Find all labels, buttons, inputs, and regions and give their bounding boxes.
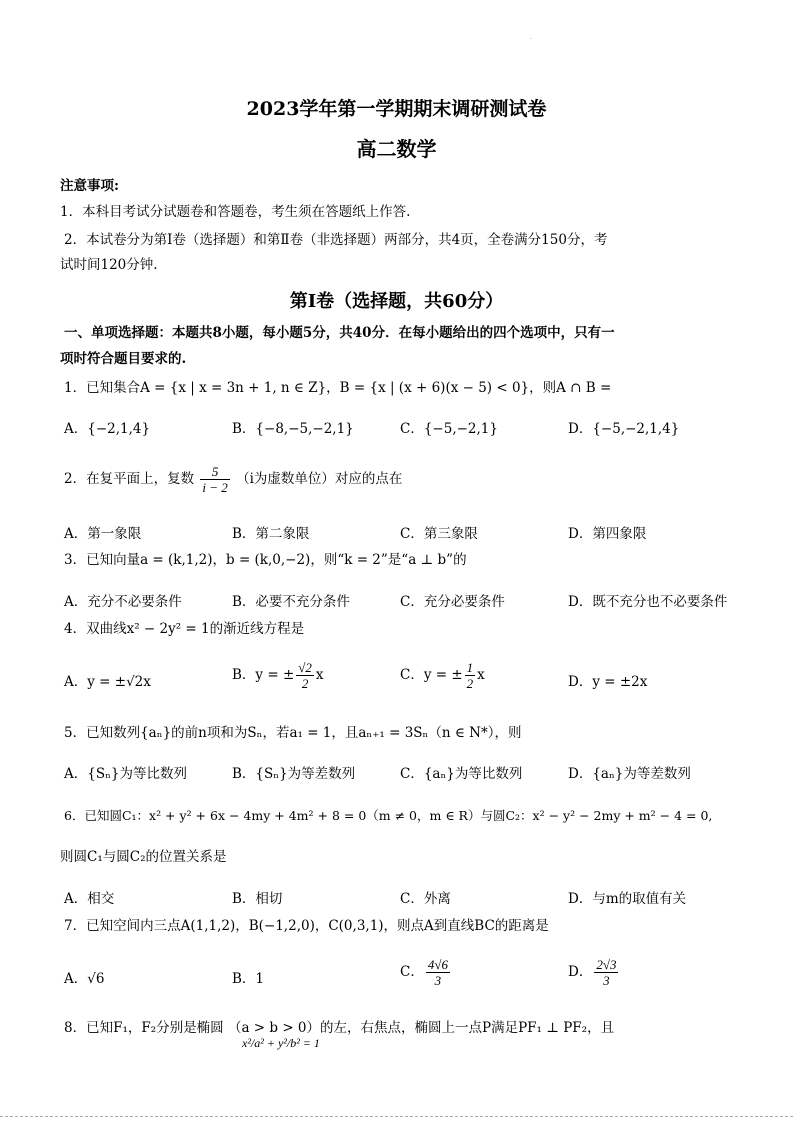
question-5-option-a: A．{Sₙ}为等比数列: [64, 766, 188, 782]
question-6-option-a: A．相交: [64, 891, 115, 907]
question-4-option-b: [232, 658, 324, 692]
question-1-option-c: C．{−5,−2,1}: [400, 421, 498, 437]
question-4-option-c: [400, 658, 485, 692]
question-6-option-d: D．与m的取值有关: [568, 891, 687, 907]
question-4-option-d: D．y = ±2x: [568, 674, 648, 690]
question-2-denominator: i − 2: [202, 480, 228, 495]
question-6-stem-b: 则圆C₁与圆C₂的位置关系是: [60, 849, 227, 865]
notice-item-2b: 试时间120分钟.: [60, 257, 158, 273]
question-6-stem-a: 6．已知圆C₁：x² + y² + 6x − 4my + 4m² + 8 = 0（m ≠ 0，m ∈ R）与圆C₂：x² − y² − 2my + m² − 4 = 0,: [64, 808, 713, 823]
question-4-option-b-denominator: 2: [301, 676, 309, 691]
question-1-option-a: A．{−2,1,4}: [64, 421, 151, 437]
question-6-option-b: B．相切: [232, 891, 283, 907]
question-7-option-d-pre: D．: [568, 964, 593, 980]
question-8-ellipse-equation: x²/a² + y²/b² = 1: [242, 1036, 320, 1050]
question-2-option-c: C．第三象限: [400, 526, 478, 542]
question-3-option-b: B．必要不充分条件: [232, 594, 350, 610]
question-6-option-c: C．外离: [400, 891, 451, 907]
notice-heading: 注意事项:: [60, 178, 119, 194]
question-2-stem: [64, 462, 402, 496]
question-1-option-b: B．{−8,−5,−2,1}: [232, 421, 354, 437]
question-2-fraction: [200, 464, 229, 495]
question-7-option-b: B．1: [232, 971, 265, 987]
question-3-option-d: D．既不充分也不必要条件: [568, 594, 728, 610]
question-2-stem-post: （i为虚数单位）对应的点在: [236, 471, 403, 487]
question-3-stem: 3．已知向量a = (k,1,2)，b = (k,0,−2)，则“k = 2”是“a ⊥ b”的: [64, 552, 467, 568]
question-4-option-b-pre: B．y = ±: [232, 667, 295, 683]
question-4-option-a: A．y = ±√2x: [64, 674, 151, 690]
question-4-option-c-fraction: [465, 660, 476, 691]
question-2-option-a: A．第一象限: [64, 526, 142, 542]
question-2-numerator: 5: [200, 464, 229, 480]
question-2-option-b: B．第二象限: [232, 526, 310, 542]
question-4-option-c-post: x: [477, 667, 485, 683]
question-4-stem: 4．双曲线x² − 2y² = 1的渐近线方程是: [64, 621, 305, 637]
question-1-option-d: D．{−5,−2,1,4}: [568, 421, 680, 437]
question-7-option-d-fraction: [594, 957, 618, 988]
question-4-option-b-fraction: [296, 660, 314, 691]
question-4-option-c-denominator: 2: [466, 676, 474, 691]
question-3-option-c: C．充分必要条件: [400, 594, 505, 610]
question-7-option-c-pre: C．: [400, 964, 424, 980]
question-2-stem-pre: 2．在复平面上，复数: [64, 471, 195, 487]
question-3-option-a: A．充分不必要条件: [64, 594, 182, 610]
section-instruction-a: 一、单项选择题：本题共8小题，每小题5分，共40分．在每小题给出的四个选项中，只有一: [64, 325, 615, 341]
question-7-option-c-fraction: [426, 957, 450, 988]
question-7-option-d: [568, 955, 620, 989]
corner-mark: ·: [530, 36, 532, 43]
question-1-stem: 1．已知集合A = {x | x = 3n + 1, n ∈ Z}，B = {x | (x + 6)(x − 5) < 0}，则A ∩ B =: [64, 380, 612, 396]
question-5-option-c: C．{aₙ}为等比数列: [400, 766, 523, 782]
question-5-option-d: D．{aₙ}为等差数列: [568, 766, 691, 782]
question-7-option-a: A．√6: [64, 971, 105, 987]
question-2-option-d: D．第四象限: [568, 526, 647, 542]
notice-item-1: 1．本科目考试分试题卷和答题卷，考生须在答题纸上作答.: [60, 204, 411, 220]
section-title: 第Ⅰ卷（选择题，共60分）: [289, 291, 504, 312]
question-7-option-c: [400, 955, 452, 989]
question-5-stem: 5．已知数列{aₙ}的前n项和为Sₙ，若a₁ = 1，且aₙ₊₁ = 3Sₙ（n ∈ N*），则: [64, 725, 522, 741]
question-4-option-c-pre: C．y = ±: [400, 667, 463, 683]
section-instruction-b: 项时符合题目要求的.: [60, 351, 187, 367]
exam-subject: 高二数学: [356, 137, 437, 161]
question-4-option-b-numerator: √2: [298, 660, 312, 675]
question-7-stem: 7．已知空间内三点A(1,1,2)，B(−1,2,0)，C(0,3,1)，则点A到直线BC的距离是: [64, 918, 549, 934]
question-7-option-d-denominator: 3: [603, 973, 610, 988]
question-7-option-c-denominator: 3: [434, 973, 442, 988]
question-8-stem: 8．已知F₁，F₂分别是椭圆 （a > b > 0）的左，右焦点，椭圆上一点P满足PF₁ ⊥ PF₂，且: [64, 1020, 615, 1036]
notice-item-2a: 2．本试卷分为第Ⅰ卷（选择题）和第Ⅱ卷（非选择题）两部分，共4页，全卷满分150分，考: [64, 232, 608, 248]
question-5-option-b: B．{Sₙ}为等差数列: [232, 766, 356, 782]
question-4-option-b-post: x: [315, 667, 324, 683]
page-bottom-rule: [0, 1116, 793, 1117]
question-4-option-c-numerator: 1: [466, 660, 474, 675]
question-7-option-d-numerator: 2√3: [596, 957, 617, 972]
exam-title: 2023学年第一学期期末调研测试卷: [246, 98, 547, 120]
question-7-option-c-numerator: 4√6: [427, 957, 448, 972]
